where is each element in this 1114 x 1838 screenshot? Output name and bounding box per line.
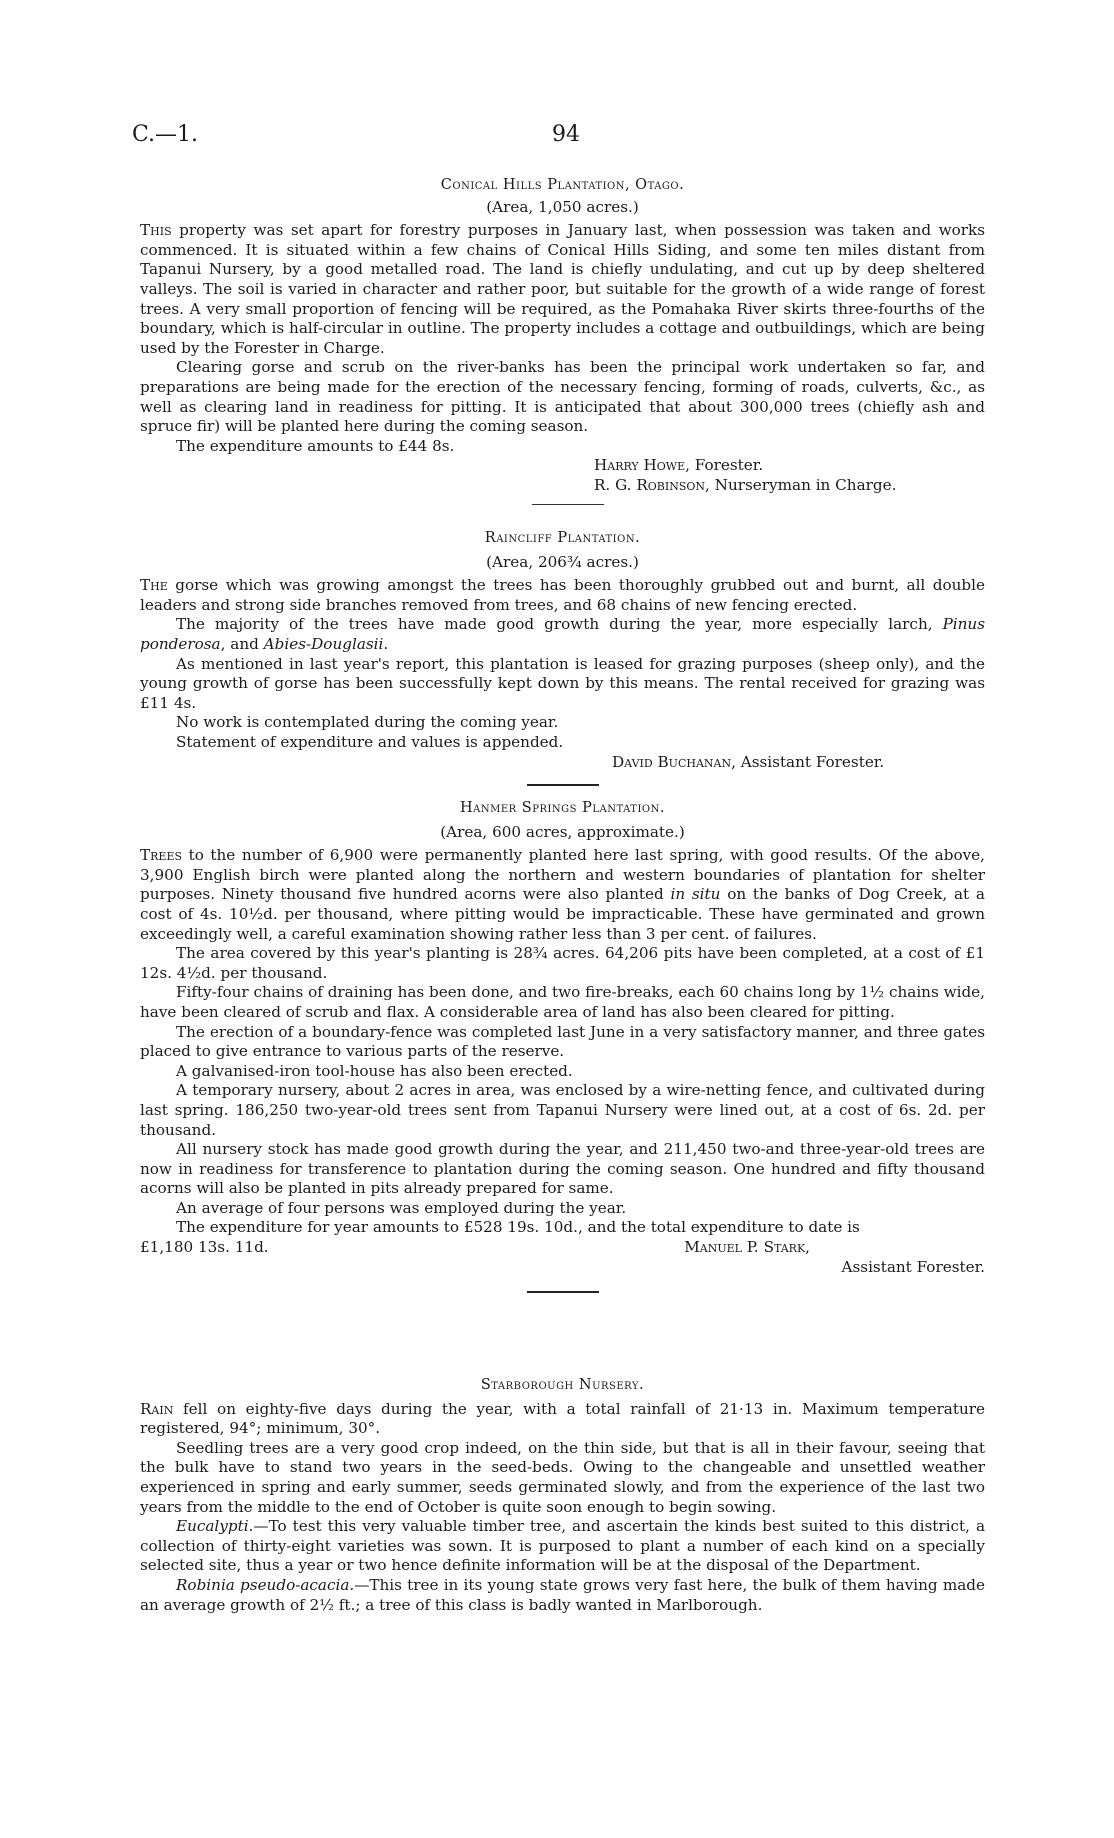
- paragraph: This property was set apart for forestry purposes in January last, when possession was taken and works commenced. It is situated within a few chains of Conical Hills Siding, and some ten miles distant from Tapanui Nursery, by a good metalled road. The land is chiefly undulating, and cut up by deep sheltered valleys. The soil is varied in character and rather poor, but suitable for the growth of a wide range of forest trees. A very small proportion of fencing will be required, as the Pomahaka River skirts three-fourths of the boundary, which is half-circular in outline. The property includes a cottage and outbuildings, which are being used by the Forester in Charge.: [140, 221, 985, 357]
- signature: Harry Howe, Forester.: [594, 456, 764, 475]
- paragraph: The expenditure for year amounts to £528 19s. 10d., and the total expenditure to date is: [176, 1218, 860, 1237]
- section-title: Conical Hills Plantation, Otago.: [440, 177, 685, 193]
- paragraph: Statement of expenditure and values is appended.: [176, 732, 564, 751]
- section-area: (Area, 600 acres, approximate.): [440, 822, 685, 841]
- section-starborough: [140, 1376, 985, 1615]
- paragraph: A temporary nursery, about 2 acres in area, was enclosed by a wire-netting fence, and cultivated during last spring. 186,250 two-year-old trees sent from Tapanui Nursery were lined out, at a cost of 6s. 2d. per thousand.: [140, 1081, 985, 1139]
- document-code: C.—1.: [132, 122, 199, 147]
- paragraph: Clearing gorse and scrub on the river-banks has been the principal work undertaken so far, and preparations are being made for the erection of the necessary fencing, forming of roads, culverts, &c., as well as clearing land in readiness for pitting. It is anticipated that about 300,000 trees (chiefly ash and spruce fir) will be planted here during the coming season.: [140, 358, 985, 436]
- paragraph: Fifty-four chains of draining has been done, and two fire-breaks, each 60 chains long by 1½ chains wide, have been cleared of scrub and flax. A considerable area of land has also been cleared for pitting.: [140, 983, 985, 1021]
- paragraph: No work is contemplated during the coming year.: [176, 713, 559, 732]
- paragraph: The erection of a boundary-fence was completed last June in a very satisfactory manner, and three gates placed to give entrance to various parts of the reserve.: [140, 1022, 985, 1061]
- paragraph: Robinia pseudo-acacia.—This tree in its young state grows very fast here, the bulk of them having made an average growth of 2½ ft.; a tree of this class is badly wanted in Marlborough.: [140, 1575, 985, 1614]
- paragraph: Eucalypti.—To test this very valuable timber tree, and ascertain the kinds best suited to this district, a collection of thirty-eight varieties was sown. It is purposed to plant a number of each kind on a specially selected site, thus a year or two hence definite information will be at the disposal of the Department.: [140, 1517, 985, 1575]
- paragraph-end: £1,180 13s. 11d. Manuel P. Stark,: [140, 1238, 810, 1257]
- section-conical-hills: [140, 176, 985, 515]
- paragraph: The area covered by this year's planting is 28¾ acres. 64,206 pits have been completed, at a cost of £1 12s. 4½d. per thousand.: [140, 944, 985, 982]
- paragraph: The gorse which was growing amongst the trees has been thoroughly grubbed out and burnt, all double leaders and strong side branches removed from trees, and 68 chains of new fencing erected.: [140, 576, 985, 614]
- page-number: 94: [552, 122, 580, 147]
- section-title: Raincliff Plantation.: [484, 530, 641, 546]
- section-title: Hanmer Springs Plantation.: [460, 800, 665, 816]
- divider: [532, 504, 604, 505]
- signature: Assistant Forester.: [841, 1257, 985, 1276]
- paragraph: All nursery stock has made good growth during the year, and 211,450 two-and three-year-old trees are now in readiness for transference to plantation during the coming season. One hundred and fifty thousand acorns will also be planted in pits already prepared for same.: [140, 1140, 985, 1198]
- paragraph: The majority of the trees have made good growth during the year, more especially larch, Pinus ponderosa, and Abies-Douglasii.: [140, 615, 985, 653]
- paragraph: An average of four persons was employed during the year.: [176, 1198, 627, 1217]
- section-area: (Area, 206¾ acres.): [486, 552, 639, 571]
- paragraph: Seedling trees are a very good crop indeed, on the thin side, but that is all in their favour, seeing that the bulk have to stand two years in the seed-beds. Owing to the changeable and unsettled weather experienced in spring and early summer, seeds germinated slowly, and from the experience of the last two years from the middle to the end of October is quite soon enough to begin sowing.: [140, 1438, 985, 1516]
- signature: David Buchanan, Assistant Forester.: [612, 752, 885, 771]
- divider: [527, 784, 599, 786]
- paragraph: Trees to the number of 6,900 were permanently planted here last spring, with good results. Of the above, 3,900 English birch were planted along the northern and western boundaries of plantation for shelter purposes. Ninety thousand five hundred acorns were also planted in situ on the banks of Dog Creek, at a cost of 4s. 10½d. per thousand, where pitting would be impracticable. These have germinated and grown exceedingly well, a careful examination showing rather less than 3 per cent. of failures.: [140, 846, 985, 943]
- divider: [527, 1291, 599, 1293]
- section-raincliff: [140, 529, 985, 796]
- section-area: (Area, 1,050 acres.): [486, 197, 639, 216]
- paragraph: A galvanised-iron tool-house has also been erected.: [176, 1061, 573, 1080]
- paragraph: As mentioned in last year's report, this plantation is leased for grazing purposes (sheep only), and the young growth of gorse has been successfully kept down by this means. The rental received for grazing was £11 4s.: [140, 654, 985, 712]
- section-hanmer-springs: [140, 799, 985, 1303]
- signature: R. G. Robinson, Nurseryman in Charge.: [594, 475, 897, 494]
- section-title: Starborough Nursery.: [480, 1377, 645, 1393]
- paragraph: The expenditure amounts to £44 8s.: [176, 436, 455, 455]
- paragraph: Rain fell on eighty-five days during the year, with a total rainfall of 21·13 in. Maximum temperature registered, 94°; minimum, 30°.: [140, 1399, 985, 1438]
